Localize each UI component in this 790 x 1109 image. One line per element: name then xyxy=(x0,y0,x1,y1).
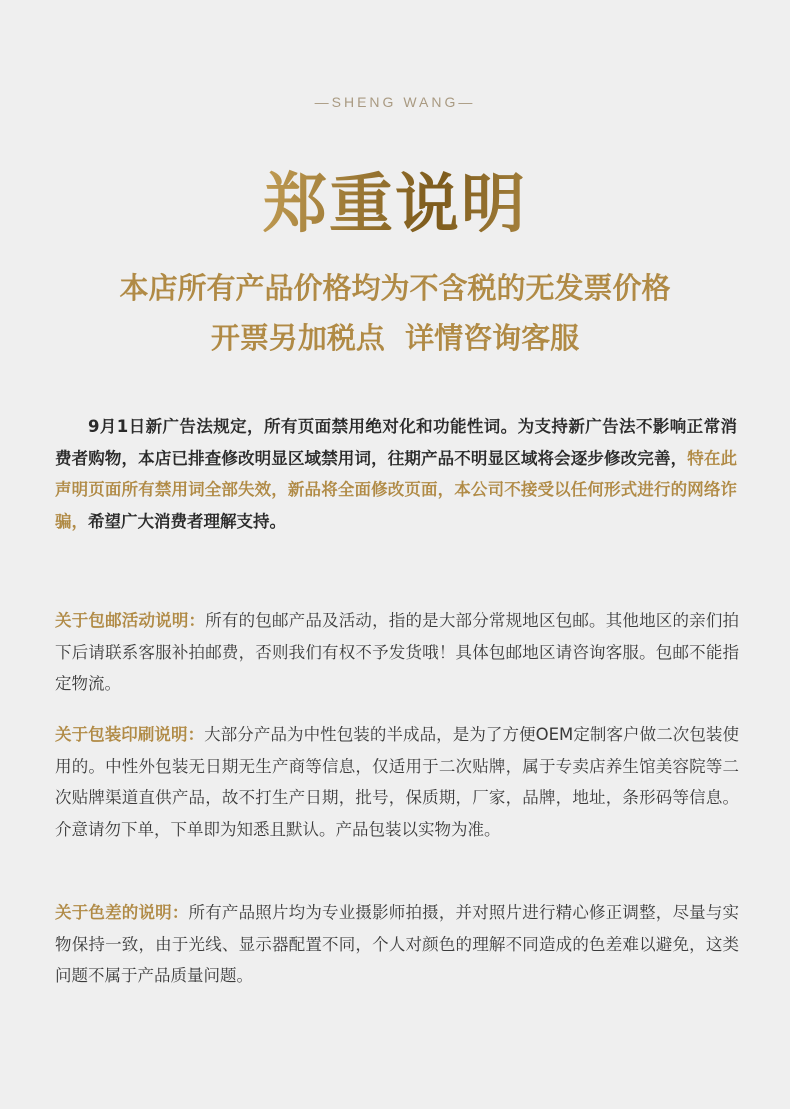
color-difference-heading: 关于色差的说明： xyxy=(55,903,189,922)
packaging-policy-section xyxy=(55,719,739,845)
ad-law-declaration xyxy=(55,411,737,537)
declaration-text-2: 希望广大消费者理解支持。 xyxy=(88,511,286,531)
shipping-policy-heading: 关于包邮活动说明： xyxy=(55,611,206,630)
shipping-policy-text: 所有的包邮产品及活动，指的是大部分常规地区包邮。其他地区的亲们拍下后请联系客服补拍邮费，否则我们有权不予发货哦！具体包邮地区请咨询客服。包邮不能指定物流。 xyxy=(55,611,739,693)
price-notice-line-2: 开票另加税点 详情咨询客服 xyxy=(210,321,580,355)
price-notice-line-1: 本店所有产品价格均为不含税的无发票价格 xyxy=(119,271,671,305)
declaration-highlight: 特在此声明页面所有禁用词全部失效，新品将全面修改页面，本公司不接受以任何形式进行的网络诈骗， xyxy=(55,448,738,531)
page-title: 郑重说明 xyxy=(0,160,790,250)
declaration-text-1: 9月1日新广告法规定，所有页面禁用绝对化和功能性词。为支持新广告法不影响正常消费者购物，本店已排查修改明显区域禁用词，往期产品不明显区域将会逐步修改完善， xyxy=(55,417,737,468)
color-difference-text: 所有产品照片均为专业摄影师拍摄，并对照片进行精心修正调整，尽量与实物保持一致，由于光线、显示器配置不同，个人对颜色的理解不同造成的色差难以避免，这类问题不属于产品质量问题。 xyxy=(55,903,739,985)
shipping-policy-section xyxy=(55,605,739,700)
brand-tagline: —SHENG WANG— xyxy=(314,94,476,110)
color-difference-section xyxy=(55,897,739,992)
packaging-policy-text: 大部分产品为中性包装的半成品，是为了方便OEM定制客户做二次包装使用的。中性外包装无日期无生产商等信息，仅适用于二次贴牌，属于专卖店养生馆美容院等二次贴牌渠道直供产品，故不打生产日期，批号，保质期，厂家，品牌，地址，条形码等信息。介意请勿下单，下单即为知悉且默认。产品包装以实物为准。 xyxy=(55,725,739,839)
packaging-policy-heading: 关于包装印刷说明： xyxy=(55,725,205,744)
